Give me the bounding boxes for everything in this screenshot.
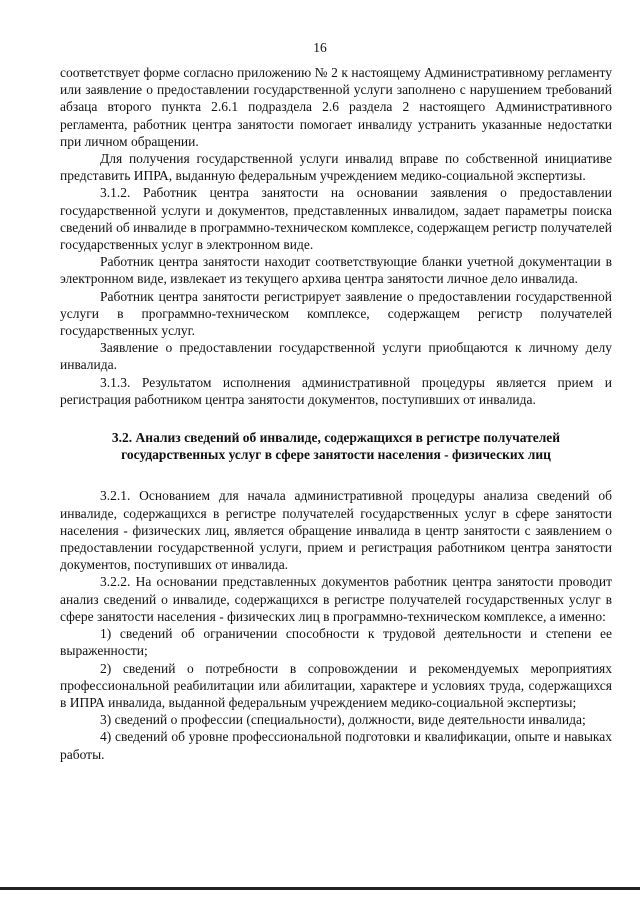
section-heading-line: государственных услуг в сфере занятости населения - физических лиц bbox=[121, 447, 551, 463]
section-heading-line: 3.2. Анализ сведений об инвалиде, содержащихся в регистре получателей bbox=[111, 430, 561, 446]
paragraph: Работник центра занятости регистрирует заявление о предоставлении государственной услуги в программно-техническом комплексе, содержащем регистр получателей государственных услуг. bbox=[60, 288, 612, 339]
paragraph: Работник центра занятости находит соответствующие бланки учетной документации в электронном виде, извлекает из текущего архива центра занятости личное дело инвалида. bbox=[60, 254, 612, 287]
paragraph: 3.2.2. На основании представленных документов работник центра занятости проводит анализ сведений о инвалиде, содержащихся в регистре получателей государственных услуг в сфере занятости населения - физических лиц в программно-техническом комплексе, а именно: bbox=[60, 574, 612, 624]
list-item: 3) сведений о профессии (специальности), должности, виде деятельности инвалида; bbox=[100, 712, 586, 728]
paragraphs-after bbox=[60, 487, 612, 762]
section-heading bbox=[60, 429, 612, 463]
document-body bbox=[60, 64, 612, 763]
page-number: 16 bbox=[313, 40, 327, 55]
list-item: 1) сведений об ограничении способности к трудовой деятельности и степени ее выраженности; bbox=[60, 626, 612, 659]
paragraph: Заявление о предоставлении государственной услуги приобщаются к личному делу инвалида. bbox=[60, 340, 612, 373]
paragraph: Для получения государственной услуги инвалид вправе по собственной инициативе представить ИПРА, выданную федеральным учреждением медико-социальной экспертизы. bbox=[60, 151, 612, 184]
list-item: 4) сведений об уровне профессиональной подготовки и квалификации, опыте и навыках работы. bbox=[60, 729, 612, 762]
paragraph: соответствует форме согласно приложению № 2 к настоящему Административному регламенту или заявление о предоставлении государственной услуги заполнено с нарушением требований абзаца второго пункта 2.6.1 подраздела 2.6 раздела 2 настоящего Административного регламента, работник центра занятости помогает инвалиду устранить указанные недостатки при личном обращении. bbox=[60, 65, 612, 149]
paragraph: 3.2.1. Основанием для начала административной процедуры анализа сведений об инвалиде, содержащихся в регистре получателей государственных услуг в сфере занятости населения - физических лиц, является обращение инвалида в центр занятости с заявлением о предоставлении государственной услуги, прием и регистрация работником центра занятости документов, поступивших от инвалида. bbox=[60, 488, 612, 573]
paragraphs-before bbox=[60, 64, 612, 408]
paragraph: 3.1.2. Работник центра занятости на основании заявления о предоставлении государственной услуги и документов, представленных инвалидом, задает параметры поиска сведений об инвалиде в программно-техническом комплексе, содержащем регистр получателей государственных услуг в электронном виде. bbox=[60, 185, 612, 253]
paragraph: 3.1.3. Результатом исполнения административной процедуры является прием и регистрация работником центра занятости документов, поступивших от инвалида. bbox=[60, 374, 612, 407]
bottom-divider bbox=[0, 887, 640, 890]
list-item: 2) сведений о потребности в сопровождении и рекомендуемых мероприятиях профессиональной реабилитации или абилитации, характере и условиях труда, содержащихся в ИПРА инвалида, выданной федеральным учреждением медико-социальной экспертизы; bbox=[60, 660, 612, 710]
